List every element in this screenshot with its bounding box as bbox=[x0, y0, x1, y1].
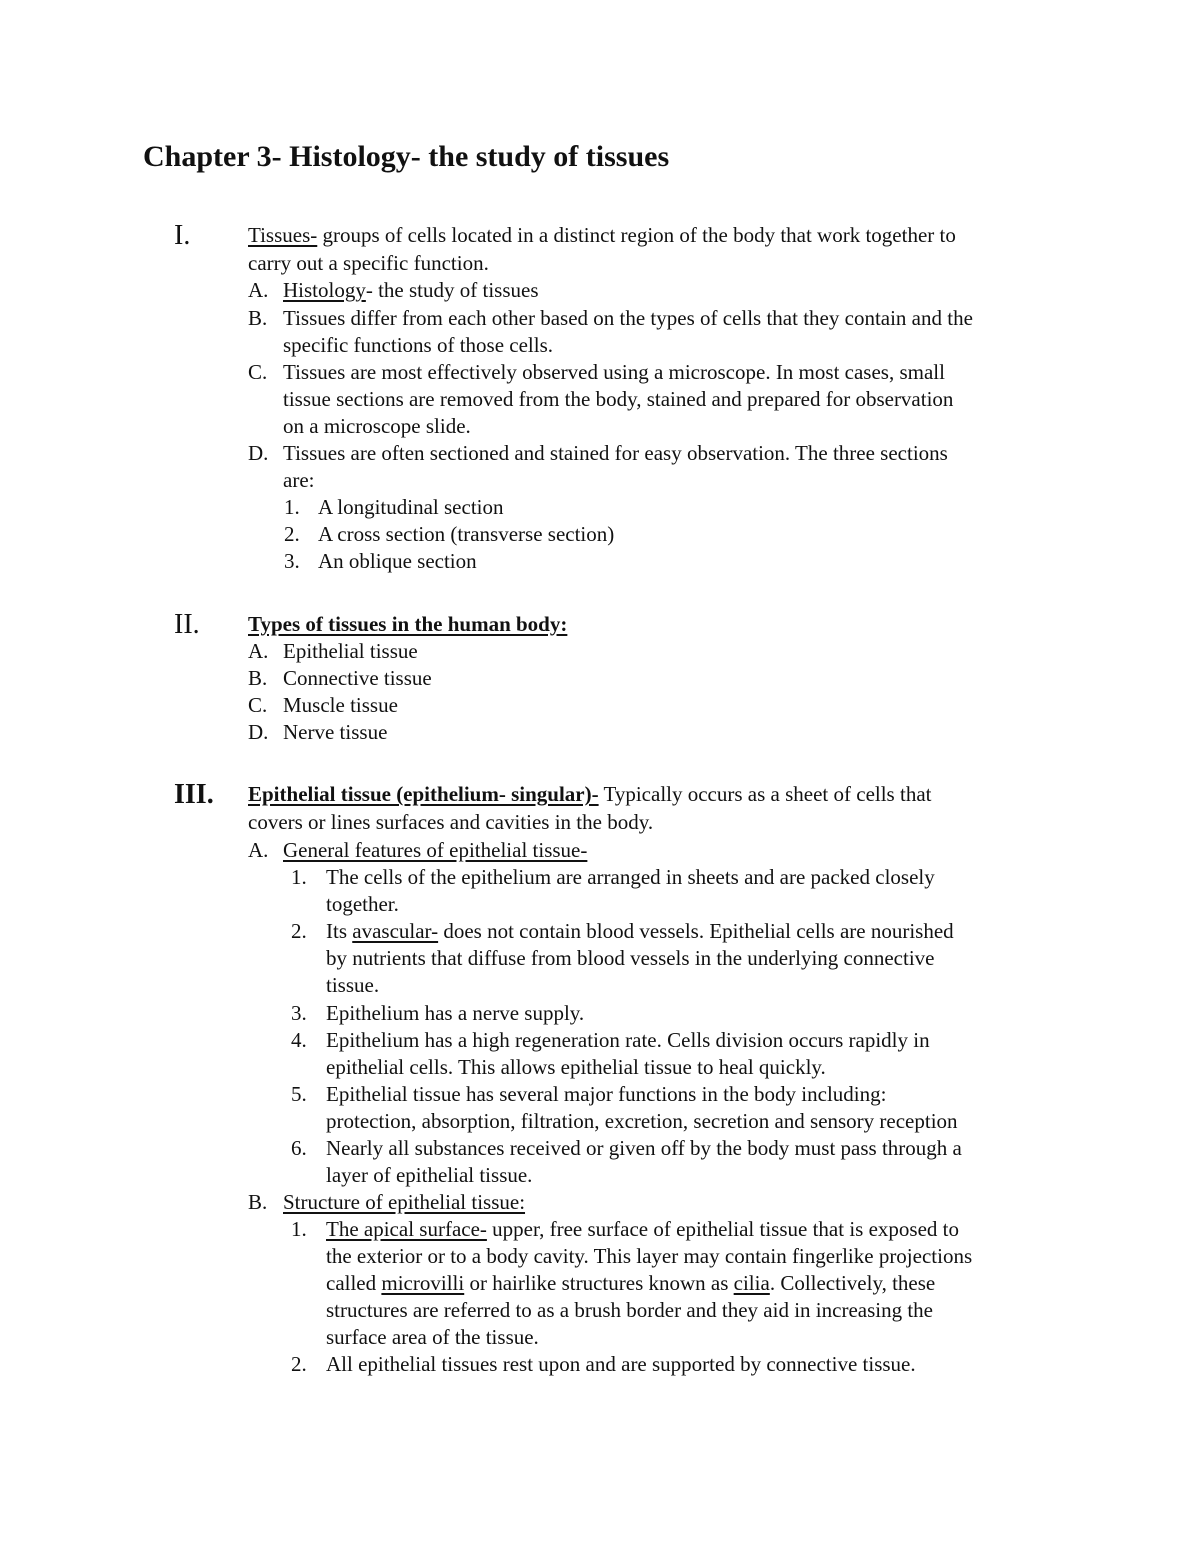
list-marker: C. bbox=[248, 360, 268, 384]
list-marker: B. bbox=[248, 1190, 268, 1214]
sublist-item-text: Epithelial tissue has several major functions in the body including: bbox=[326, 1082, 887, 1106]
list-marker: A. bbox=[248, 278, 269, 302]
list-item-text: specific functions of those cells. bbox=[283, 333, 554, 357]
sublist-item-text: the exterior or to a body cavity. This layer may contain fingerlike projections bbox=[326, 1244, 973, 1268]
list-marker: D. bbox=[248, 720, 269, 744]
sublist-item-text: Nearly all substances received or given off by the body must pass through a bbox=[326, 1136, 962, 1160]
list-item-text: Tissues are most effectively observed using a microscope. In most cases, small bbox=[283, 360, 945, 384]
sublist-item-text: The apical surface- upper, free surface of epithelial tissue that is exposed to bbox=[326, 1217, 959, 1241]
term-tissues: Tissues- bbox=[248, 223, 318, 247]
list-marker: A. bbox=[248, 838, 269, 862]
list-item-text: Connective tissue bbox=[283, 666, 432, 690]
sublist-marker: 2. bbox=[291, 919, 307, 943]
sublist-marker: 1. bbox=[291, 865, 307, 889]
list-item-text: are: bbox=[283, 468, 315, 492]
sublist-marker: 3. bbox=[284, 549, 300, 573]
list-item-text: Tissues differ from each other based on the types of cells that they contain and the bbox=[283, 306, 973, 330]
term-apical-surface: The apical surface- bbox=[326, 1217, 487, 1241]
sublist-item-text: All epithelial tissues rest upon and are supported by connective tissue. bbox=[326, 1352, 916, 1376]
sublist-marker: 3. bbox=[291, 1001, 307, 1025]
sublist-item-text: protection, absorption, filtration, excretion, secretion and sensory reception bbox=[326, 1109, 958, 1133]
section-1-definition-line: Tissues- groups of cells located in a distinct region of the body that work together to bbox=[248, 223, 956, 247]
sublist-item-text: A cross section (transverse section) bbox=[318, 522, 615, 546]
term-histology: Histology bbox=[283, 278, 366, 302]
sublist-item-text: epithelial cells. This allows epithelial tissue to heal quickly. bbox=[326, 1055, 826, 1079]
list-item-text: Histology- the study of tissues bbox=[283, 278, 539, 302]
section-1-numeral: I. bbox=[174, 220, 191, 251]
section-2-heading: Types of tissues in the human body: bbox=[248, 612, 568, 636]
sublist-marker: 1. bbox=[291, 1217, 307, 1241]
list-marker: B. bbox=[248, 666, 268, 690]
term-cilia: cilia bbox=[733, 1271, 770, 1295]
sublist-item-text: Epithelium has a high regeneration rate. Cells division occurs rapidly in bbox=[326, 1028, 930, 1052]
sublist-item-text: surface area of the tissue. bbox=[326, 1325, 539, 1349]
section-3-heading-line: covers or lines surfaces and cavities in the body. bbox=[248, 810, 654, 834]
sublist-item-text: called microvilli or hairlike structures known as cilia. Collectively, these bbox=[326, 1271, 936, 1295]
sublist-item-text: together. bbox=[326, 892, 399, 916]
section-1-definition-line: carry out a specific function. bbox=[248, 251, 489, 275]
sublist-marker: 1. bbox=[284, 495, 300, 519]
term-avascular: avascular- bbox=[352, 919, 439, 943]
list-item-text: tissue sections are removed from the body, stained and prepared for observation bbox=[283, 387, 954, 411]
section-3-heading-line: Epithelial tissue (epithelium- singular)- Typically occurs as a sheet of cells that bbox=[248, 782, 932, 806]
term-microvilli: microvilli bbox=[381, 1271, 465, 1295]
subsection-heading: Structure of epithelial tissue: bbox=[283, 1190, 526, 1214]
sublist-item-text: tissue. bbox=[326, 973, 380, 997]
section-2-numeral: II. bbox=[174, 609, 200, 640]
list-item-text: Tissues are often sectioned and stained for easy observation. The three sections bbox=[283, 441, 948, 465]
list-marker: B. bbox=[248, 306, 268, 330]
list-marker: C. bbox=[248, 693, 268, 717]
list-item-text: Muscle tissue bbox=[283, 693, 398, 717]
sublist-item-text: layer of epithelial tissue. bbox=[326, 1163, 533, 1187]
list-item-text: Epithelial tissue bbox=[283, 639, 418, 663]
sublist-marker: 2. bbox=[291, 1352, 307, 1376]
sublist-item-text: The cells of the epithelium are arranged in sheets and are packed closely bbox=[326, 865, 935, 889]
sublist-item-text: A longitudinal section bbox=[318, 495, 504, 519]
list-marker: D. bbox=[248, 441, 269, 465]
sublist-marker: 2. bbox=[284, 522, 300, 546]
sublist-item-text: An oblique section bbox=[318, 549, 477, 573]
sublist-item-text: by nutrients that diffuse from blood vessels in the underlying connective bbox=[326, 946, 935, 970]
page-title: Chapter 3- Histology- the study of tissues bbox=[143, 140, 670, 173]
sublist-marker: 6. bbox=[291, 1136, 307, 1160]
sublist-item-text: structures are referred to as a brush border and they aid in increasing the bbox=[326, 1298, 934, 1322]
list-item-text: Nerve tissue bbox=[283, 720, 388, 744]
sublist-marker: 4. bbox=[291, 1028, 307, 1052]
sublist-item-text: Its avascular- does not contain blood vessels. Epithelial cells are nourished bbox=[326, 919, 954, 943]
section-3-numeral: III. bbox=[174, 779, 214, 810]
sublist-marker: 5. bbox=[291, 1082, 307, 1106]
subsection-heading: General features of epithelial tissue- bbox=[283, 838, 588, 862]
list-item-text: on a microscope slide. bbox=[283, 414, 471, 438]
list-marker: A. bbox=[248, 639, 269, 663]
sublist-item-text: Epithelium has a nerve supply. bbox=[326, 1001, 585, 1025]
